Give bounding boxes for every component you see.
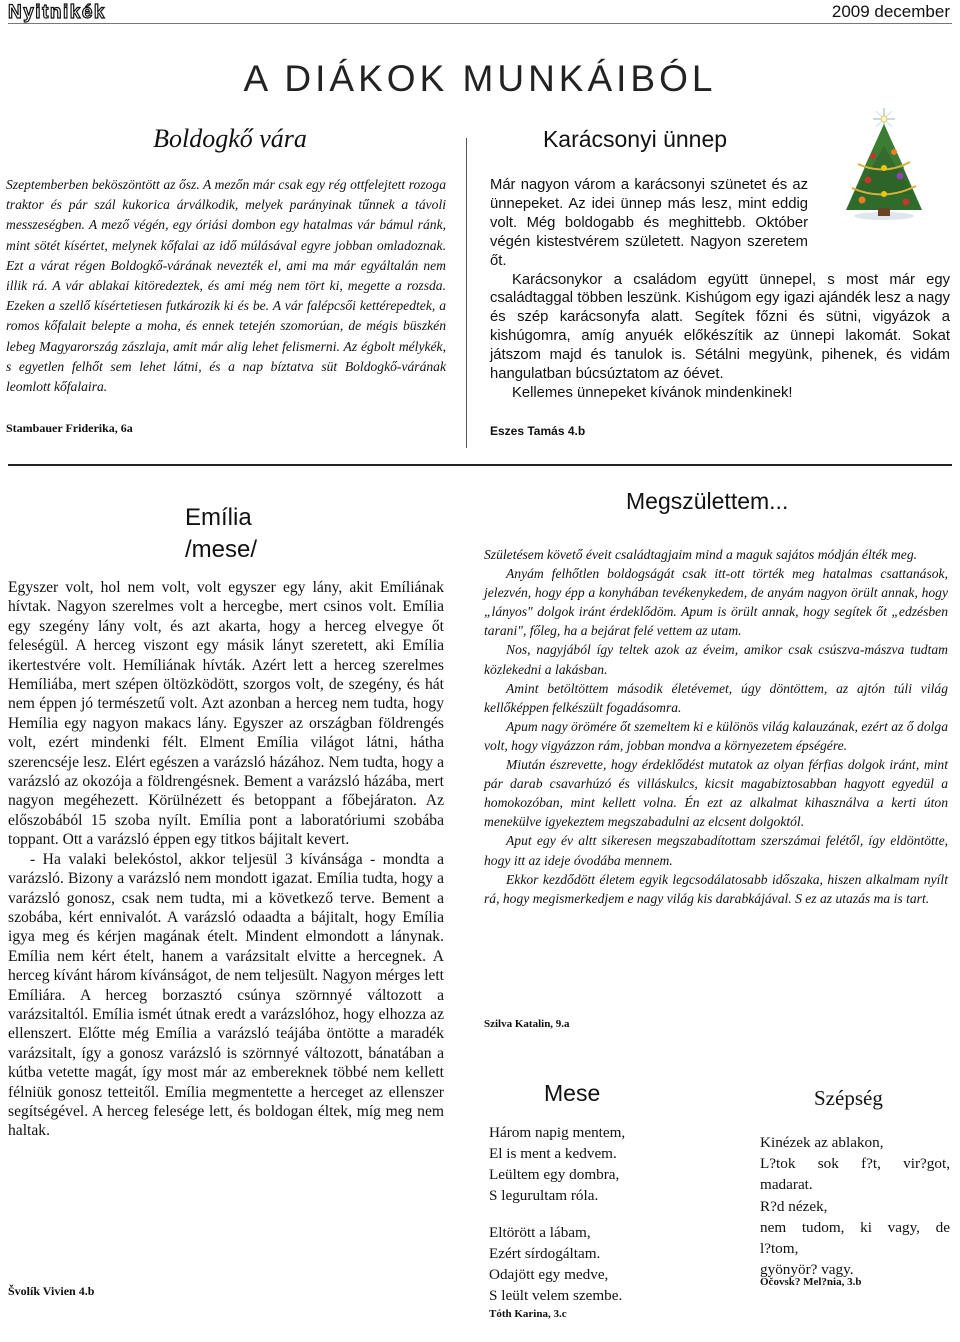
megszulettem-paragraph: Apum nagy örömére őt szemeltem ki e különös világ kalauzának, ezért az ő dolga volt, hogy vigyázzon rám, jobban mondva a környezetem épségére. [484, 718, 948, 753]
poem-line: Kinézek az ablakon, [760, 1134, 884, 1151]
megszulettem-paragraph: Aput egy év altt sikeresen megszabadítottam szerszámai felétől, így eldöntötte, hogy itt az ideje óvodába mennem. [484, 833, 948, 868]
poem-line: El is ment a kedvem. [489, 1145, 617, 1162]
megszulettem-paragraph: Anyám felhőtlen boldogságát csak itt-ott törték meg hatalmas csattanások, jelezvén, hogy épp a konyhában tevékenykedem, de anyám nagyon örült annak, hogy „lányos" dolgok iránt érdeklődöm. Apum is örült annak, hogy segítek őt „edzésben tarani", főleg, ha a bejárat felé vettem az utam. [484, 566, 948, 639]
emilia-title [185, 502, 257, 566]
poem-line: madarat. [760, 1176, 813, 1194]
szepseg-author: Očovsk? Mel?nia, 3.b [760, 1276, 862, 1288]
megszulettem-author: Szilva Katalin, 9.a [484, 1018, 570, 1030]
boldogko-title: Boldogkő vára [153, 124, 307, 153]
emilia-subtitle: /mese/ [185, 536, 258, 563]
karacsony-paragraph: Karácsonykor a családom együtt ünnepel, s most már egy családtaggal többen leszünk. Kishúgom egy igazi ajándék lesz a nagy és szép karácsonyfa alatt. Segítek főzni és sütni, vigyázok a kishúgomra, amíg anyuék előkészítik az ünnepi lakomát. Sokat játszom majd és tanulok is. Sétálni megyünk, pihenek, és vidám hangulatban búcsúztatom az óévet. [490, 271, 950, 383]
emilia-paragraph: Egyszer volt, hol nem volt, volt egyszer egy lány, akit Emíliának hívtak. Nagyon szerelmes volt a hercegbe, mert csinos volt. Emília egy szegény lány volt, és azt akarta, hogy a herceg elvegye őt feleségül. A herceg viszont egy másik lányt szeretett, aki Emília ikertestvére volt. Hemíliának hívták. Azért lett a herceg szerelmes Hemíliába, mert szépen öltözködött, szorgos volt, de szegény, és hát nem éppen jó természetű volt. Azt azonban a herceg nem tudta, hogy Hemília egy nagyon makacs lány. Egyszer az országban földrengés volt, ezért mindenki félt. Elment Emília világot látni, hátha szerencséje lesz. Elért egészen a varázsló házához. Nem tudta, hogy a varázsló az okozója a földrengésnek. Bement a varázsló házába, mert nagyon megéhezett. Körülnézett és betoppant a főbejáraton. Az előszobából 15 szoba nyílt. Emília pont a laboratóriumi szobába toppant. Ott a varázsló éppen egy titkos bájitalt kevert. [8, 579, 444, 849]
section-rule [8, 464, 952, 466]
poem-line: Odajött egy medve, [489, 1266, 609, 1283]
mese-stanza [489, 1122, 625, 1206]
megszulettem-paragraph: Születésem követő éveit családtagjaim mind a maguk sajátos módján élték meg. [484, 547, 918, 562]
karacsony-paragraph: Kellemes ünnepeket kívánok mindenkinek! [512, 384, 793, 401]
megszulettem-paragraph: Amint betöltöttem második életévemet, úgy döntöttem, az ajtón túli világ kellőképpen felkészült fogadásomra. [484, 680, 948, 715]
karacsony-author: Eszes Tamás 4.b [490, 424, 586, 438]
karacsony-title: Karácsonyi ünnep [542, 126, 728, 152]
emilia-title-line: Emília [185, 504, 252, 531]
mese-title: Mese [544, 1080, 601, 1106]
karacsony-paragraph: Már nagyon várom a karácsonyi szünetet és az ünnepeket. Az idei ünnep más lesz, mint eddig volt. Még boldogabb és meghittebb. Október végén kistestvérem született. Nagyon szeretem őt. [490, 177, 808, 269]
poem-line: l?tom, [760, 1240, 799, 1258]
section-title: A DIÁKOK MUNKÁIBÓL [243, 58, 717, 99]
megszulettem-paragraph: Ekkor kezdődött életem egyik legcsodálatosabb időszaka, hiszen alkalmam nyílt rá, hogy megismerkedjem e nagy világ kis darabkájával. S ez az utazás ma is tart. [484, 871, 948, 906]
emilia-text [8, 578, 444, 1141]
poem-line: L?tok sok f?t, vir?got, [760, 1155, 950, 1173]
christmas-tree-icon [818, 106, 948, 224]
megszulettem-title: Megszülettem... [626, 488, 789, 514]
megszulettem-paragraph: Miután észrevette, hogy érdeklődést mutatok az olyan férfias dolgok iránt, mint pár darab csavarhúzó és villáskulcs, kicsit magabiztosabban hagyott egyedül a homokozóban, mint kellett volna. Én ezt az alkalmat kihasználva a kerti úton menekülve igyekeztem megszabadulni az elcsent dolgoktól. [484, 757, 948, 830]
issue-date: 2009 december [831, 2, 950, 21]
emilia-paragraph: - Ha valaki belekóstol, akkor teljesül 3 kívánsága - mondta a varázsló. Bizony a varázsló nem mondott igazat. Emília tudta, hogy a varázsló gonosz, csak nem tudta, mi a következő terve. Bement a szobába, kért ennivalót. A varázsló odaadta a bájitalt, hogy Emília igya meg és kérjen magának ételt. Mindent elmondott a lánynak. Emília nem kért ételt, hanem a varázsitalt elvitte a hercegnek. A herceg kívánt három kívánságot, de nem teljesült. Nagyon mérges lett Emíliára. A herceg borzasztó csúnya szörnnyé változott a varázsitaltól. Emília ismét útnak eredt a varázslóhoz, hogy elhozza az ellenszert. Előtte még Emília a varázsló teájába öntötte a maradék varázsitalt, így a gonosz varázsló is szörnnyé változott, bánatában a kútba vetette magát, így most már az embereknek többé nem kellett félniük gonosz tetteitől. Emília megmentette a herceget az ellenszer segítségével. A herceg felesége lett, és boldogan éltek, míg meg nem haltak. [8, 850, 444, 1140]
poem-line: Három napig mentem, [489, 1124, 626, 1141]
poem-line: Eltörött a lábam, [489, 1224, 591, 1241]
megszulettem-paragraph: Nos, nagyjából így teltek azok az éveim, amikor csak csúszva-mászva tudtam közlekedni a lakásban. [484, 642, 948, 677]
poem-line: nem tudom, ki vagy, de [760, 1218, 950, 1236]
mese-author: Tóth Karina, 3.c [489, 1308, 567, 1320]
szepseg-poem [760, 1132, 950, 1280]
column-divider [466, 138, 467, 448]
header-rule [8, 23, 952, 24]
poem-line: R?d nézek, [760, 1197, 828, 1215]
masthead: Nyitnikék [8, 2, 106, 23]
megszulettem-text [484, 545, 948, 908]
boldogko-author: Stambauer Friderika, 6a [6, 421, 133, 435]
poem-line: gyönyör? vagy. [760, 1261, 854, 1279]
poem-line: Ezért sírdogáltam. [489, 1245, 601, 1262]
szepseg-title: Szépség [814, 1086, 883, 1110]
boldogko-text: Szeptemberben beköszöntött az ősz. A mezőn már csak egy rég ottfelejtett rozoga traktor és pár szál kukorica árválkodik, melyek parányinak tűnnek a távoli messzeségben. A mező végén, egy óriási dombon egy hatalmas vár bámul ránk, mint sötét kísértet, melynek kőfalai az idő múlásával egyre jobban omladoznak. Ezt a várat régen Boldogkő-várának nevezték el, ami ma már egyáltalán nem illik rá. A vár ablakai kitöredeztek, és ami még nem tört ki, megette a rozsda. Ezeken a szellő kísértetiesen futkározik ki és be. A vár falépcsői kettérepedtek, a romos kőfalait belepte a moha, és ennek tetején szomorúan, de mégis büszkén lebeg Magyarország zászlaja, amit már alig lehet felismerni. Az égbolt mélykék, s egyetlen felhőt sem lehet látni, és a nap bíztatva süt Boldogkő-várának leomlott kőfalaira. [6, 177, 446, 395]
poem-line: Leültem egy dombra, [489, 1166, 620, 1183]
emilia-author: Švolík Vivien 4.b [8, 1284, 95, 1298]
poem-line: S legurultam róla. [489, 1187, 599, 1204]
mese-stanza [489, 1222, 622, 1306]
poem-line: S leült velem szembe. [489, 1287, 623, 1304]
